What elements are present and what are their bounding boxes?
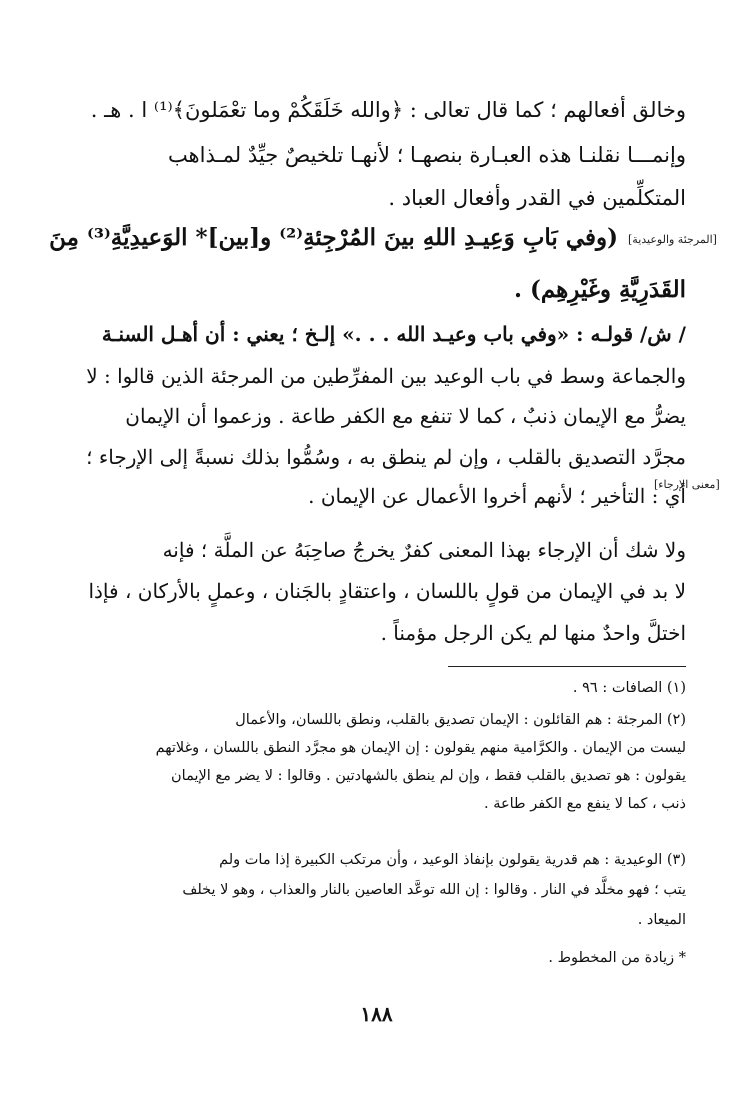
commentary-line-3: يضرُّ مع الإيمان ذنبٌ ، كما لا تنفع مع الكفر طاعة . وزعموا أن الإيمان xyxy=(125,404,686,428)
commentary-line-7: لا بد في الإيمان من قولٍ باللسان ، واعتقادٍ بالجَنان ، وعملٍ بالأركان ، فإذا xyxy=(88,579,686,603)
commentary-line-2: والجماعة وسط في باب الوعيد بين المفرِّطين من المرجئة الذين قالوا : لا xyxy=(86,364,686,388)
body-line-1: وخالق أفعالهم ؛ كما قال تعالى : ﴿والله خَلَقَكُمْ وما تعْمَلونَ﴾⁽¹⁾ ا . هـ . xyxy=(90,98,686,122)
heading-line-1: (وفي بَابِ وَعِيـدِ اللهِ بينَ المُرْجِئةِ⁽²⁾ و[بين]* الوَعيدِيَّةِ⁽³⁾ مِنَ xyxy=(49,224,618,251)
footnote-3-line-1: (٣) الوعيدية : هم قدرية يقولون بإنفاذ الوعيد ، وأن مرتكب الكبيرة إذا مات ولم xyxy=(219,852,686,868)
footnote-3-line-2: يتب ؛ فهو مخلَّد في النار . وقالوا : إن الله توعَّد العاصين بالنار والعذاب ، وهو لا يخلف xyxy=(182,882,686,898)
footnote-2-line-1: (٢) المرجئة : هم القائلون : الإيمان تصديق بالقلب، ونطق باللسان، والأعمال xyxy=(235,712,686,728)
footnote-1: (١) الصافات : ٩٦ . xyxy=(572,680,686,696)
commentary-line-8: اختلَّ واحدٌ منها لم يكن الرجل مؤمناً . xyxy=(380,621,686,645)
footnote-addition-note: * زيادة من المخطوط . xyxy=(548,950,686,966)
margin-note-irja: [معنى الإرجاء] xyxy=(654,478,720,491)
margin-note-murjia: [المرجئة والوعيدية] xyxy=(628,233,717,246)
footnote-2-line-3: يقولون : هو تصديق بالقلب فقط ، وإن لم ينطق بالشهادتين . وقالوا : لا يضر مع الإيمان xyxy=(171,768,686,784)
commentary-line-6: ولا شك أن الإرجاء بهذا المعنى كفرٌ يخرجُ صاحِبَهُ عن الملَّة ؛ فإنه xyxy=(162,538,686,562)
body-line-2: وإنمـــا نقلنـا هذه العبـارة بنصهـا ؛ لأنهـا تلخيصٌ جيِّدٌ لمـذاهب xyxy=(167,143,686,167)
footnote-3-line-3: الميعاد . xyxy=(637,912,686,928)
footnote-2-line-2: ليست من الإيمان . والكرَّامية منهم يقولون : إن الإيمان هو مجرَّد النطق باللسان ، وغلاتهم xyxy=(155,740,686,756)
commentary-line-4: مجرَّد التصديق بالقلب ، وإن لم ينطق به ، وسُمُّوا بذلك نسبةً إلى الإرجاء ؛ xyxy=(86,445,686,469)
heading-line-2: القَدَرِيَّةِ وغَيْرِهِم) . xyxy=(513,276,686,303)
footnote-2-line-4: ذنب ، كما لا ينفع مع الكفر طاعة . xyxy=(484,796,686,812)
page-number: ١٨٨ xyxy=(360,1002,393,1026)
commentary-line-1: / ش/ قولـه : «وفي باب وعيـد الله . . .» إلـخ ؛ يعني : أن أهـل السنـة xyxy=(101,322,686,346)
commentary-line-5: أي : التأخير ؛ لأنهم أخروا الأعمال عن الإيمان . xyxy=(308,484,686,508)
body-line-3: المتكلِّمين في القدر وأفعال العباد . xyxy=(388,186,686,210)
footnote-separator xyxy=(448,666,686,667)
